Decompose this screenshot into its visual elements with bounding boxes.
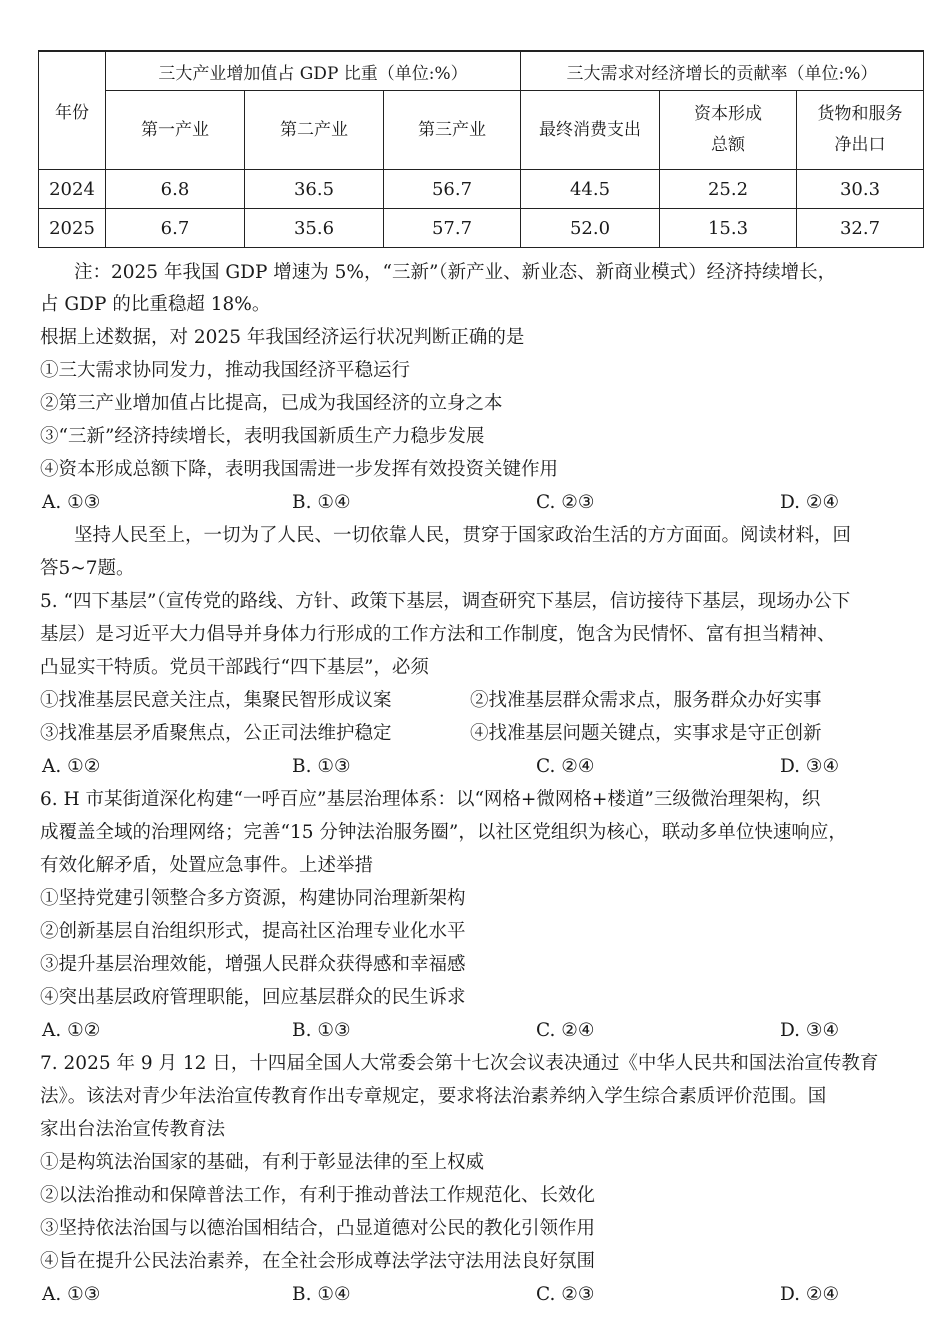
q6-item: ②创新基层自治组织形式，提高社区治理专业化水平 [40, 921, 466, 942]
q7-item: ②以法治推动和保障普法工作，有利于推动普法工作规范化、长效化 [40, 1185, 596, 1206]
q6-stem: 6. H 市某街道深化构建“一呼百应”基层治理体系：以“网格+微网格+楼道”三级微治理架构，织 [40, 789, 821, 810]
table-row: 2024 6.8 36.5 56.7 44.5 25.2 30.3 [39, 170, 924, 209]
q4-item: ②第三产业增加值占比提高，已成为我国经济的立身之本 [40, 393, 503, 414]
q7-option-c[interactable]: C. ②③ [536, 1284, 595, 1305]
q6-stem: 有效化解矛盾，处置应急事件。上述举措 [40, 855, 374, 876]
note-line: 注：2025 年我国 GDP 增速为 5%，“三新”（新产业、新业态、新商业模式）经济持续增长， [74, 262, 837, 283]
col-primary: 第一产业 [106, 91, 245, 170]
note-line: 占 GDP 的比重稳超 18%。 [40, 294, 271, 315]
group-header-industry: 三大产业增加值占 GDP 比重（单位:%） [106, 51, 521, 91]
q6-option-c[interactable]: C. ②④ [536, 1020, 595, 1041]
q5-option-c[interactable]: C. ②④ [536, 756, 595, 777]
col-secondary: 第二产业 [245, 91, 384, 170]
q6-option-d[interactable]: D. ③④ [780, 1020, 840, 1041]
q7-option-b[interactable]: B. ①④ [292, 1284, 351, 1305]
year-header: 年份 [39, 51, 106, 170]
q5-item: ②找准基层群众需求点，服务群众办好实事 [470, 690, 822, 711]
q6-item: ④突出基层政府管理职能，回应基层群众的民生诉求 [40, 987, 466, 1008]
q4-option-d[interactable]: D. ②④ [780, 492, 840, 513]
q4-stem: 根据上述数据，对 2025 年我国经济运行状况判断正确的是 [40, 327, 525, 348]
q6-item: ①坚持党建引领整合多方资源，构建协同治理新架构 [40, 888, 466, 909]
economy-data-table [38, 50, 924, 248]
table-row: 2025 6.7 35.6 57.7 52.0 15.3 32.7 [39, 209, 924, 248]
col-net-export: 货物和服务 净出口 [797, 91, 924, 170]
q7-stem: 家出台法治宣传教育法 [40, 1119, 226, 1140]
q6-stem: 成覆盖全域的治理网络；完善“15 分钟法治服务圈”，以社区党组织为核心，联动多单位快速响应， [40, 822, 847, 843]
q7-item: ④旨在提升公民法治素养，在全社会形成尊法学法守法用法良好氛围 [40, 1251, 596, 1272]
q6-option-b[interactable]: B. ①③ [292, 1020, 351, 1041]
q6-option-a[interactable]: A. ①② [42, 1020, 101, 1041]
q4-item: ③“三新”经济持续增长，表明我国新质生产力稳步发展 [40, 426, 485, 447]
material-intro: 答5~7题。 [40, 558, 135, 579]
q5-stem: 凸显实干特质。党员干部践行“四下基层”，必须 [40, 657, 429, 678]
q4-option-c[interactable]: C. ②③ [536, 492, 595, 513]
q5-option-b[interactable]: B. ①③ [292, 756, 351, 777]
col-tertiary: 第三产业 [384, 91, 521, 170]
q5-stem: 5. “四下基层”（宣传党的路线、方针、政策下基层，调查研究下基层，信访接待下基层，现场办公下 [40, 591, 851, 612]
q7-option-a[interactable]: A. ①③ [42, 1284, 101, 1305]
q4-item: ①三大需求协同发力，推动我国经济平稳运行 [40, 360, 411, 381]
q5-item: ④找准基层问题关键点，实事求是守正创新 [470, 723, 822, 744]
q7-item: ①是构筑法治国家的基础，有利于彰显法律的至上权威 [40, 1152, 485, 1173]
q5-item: ①找准基层民意关注点，集聚民智形成议案 [40, 690, 392, 711]
q5-option-a[interactable]: A. ①② [42, 756, 101, 777]
col-consumption: 最终消费支出 [521, 91, 660, 170]
q7-stem: 7. 2025 年 9 月 12 日，十四届全国人大常委会第十七次会议表决通过《中华人民共和国法治宣传教育 [40, 1053, 879, 1074]
q5-option-d[interactable]: D. ③④ [780, 756, 840, 777]
q4-item: ④资本形成总额下降，表明我国需进一步发挥有效投资关键作用 [40, 459, 559, 480]
q7-item: ③坚持依法治国与以德治国相结合，凸显道德对公民的教化引领作用 [40, 1218, 596, 1239]
q5-item: ③找准基层矛盾聚焦点，公正司法维护稳定 [40, 723, 392, 744]
col-capital: 资本形成 总额 [660, 91, 797, 170]
group-header-demand: 三大需求对经济增长的贡献率（单位:%） [521, 51, 924, 91]
material-intro: 坚持人民至上，一切为了人民、一切依靠人民，贯穿于国家政治生活的方方面面。阅读材料，回 [74, 525, 852, 546]
q6-item: ③提升基层治理效能，增强人民群众获得感和幸福感 [40, 954, 466, 975]
q4-option-a[interactable]: A. ①③ [42, 492, 101, 513]
q7-option-d[interactable]: D. ②④ [780, 1284, 840, 1305]
q5-stem: 基层）是习近平大力倡导并身体力行形成的工作方法和工作制度，饱含为民情怀、富有担当精神、 [40, 624, 836, 645]
q7-stem: 法》。该法对青少年法治宣传教育作出专章规定，要求将法治素养纳入学生综合素质评价范围。国 [40, 1086, 827, 1107]
q4-option-b[interactable]: B. ①④ [292, 492, 351, 513]
